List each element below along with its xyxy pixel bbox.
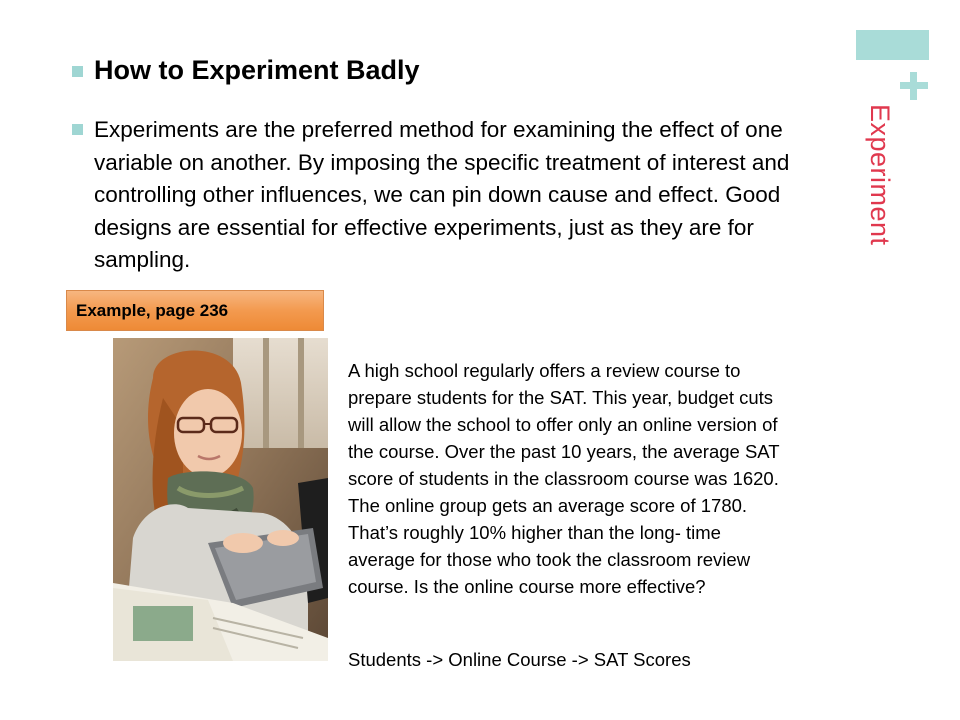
plus-icon <box>900 72 928 100</box>
slide-title: How to Experiment Badly <box>94 55 420 85</box>
example-tag: Example, page 236 <box>66 290 324 331</box>
square-bullet-icon <box>72 66 83 77</box>
example-description: A high school regularly offers a review course to prepare students for the SAT. This year, budget cuts will allow the school to offer only an online version of the course. Over the past 10 years, the average SAT score of students in the classroom course was 1620. The online group gets an average score of 1780. That’s roughly 10% higher than the long- time average for those who took the classroom review course. Is the online course more effective? <box>348 360 780 597</box>
flow-diagram-text: Students -> Online Course -> SAT Scores <box>348 649 691 670</box>
student-laptop-photo <box>113 338 328 661</box>
square-bullet-icon <box>72 124 83 135</box>
corner-accent-block <box>856 30 929 60</box>
side-label: Experiment <box>865 104 895 246</box>
body-paragraph: Experiments are the preferred method for examining the effect of one variable on another. By imposing the specific treatment of interest and controlling other influences, we can pin down cause and effect. Good designs are essential for effective experiments, just as they are for sampling. <box>94 117 790 272</box>
